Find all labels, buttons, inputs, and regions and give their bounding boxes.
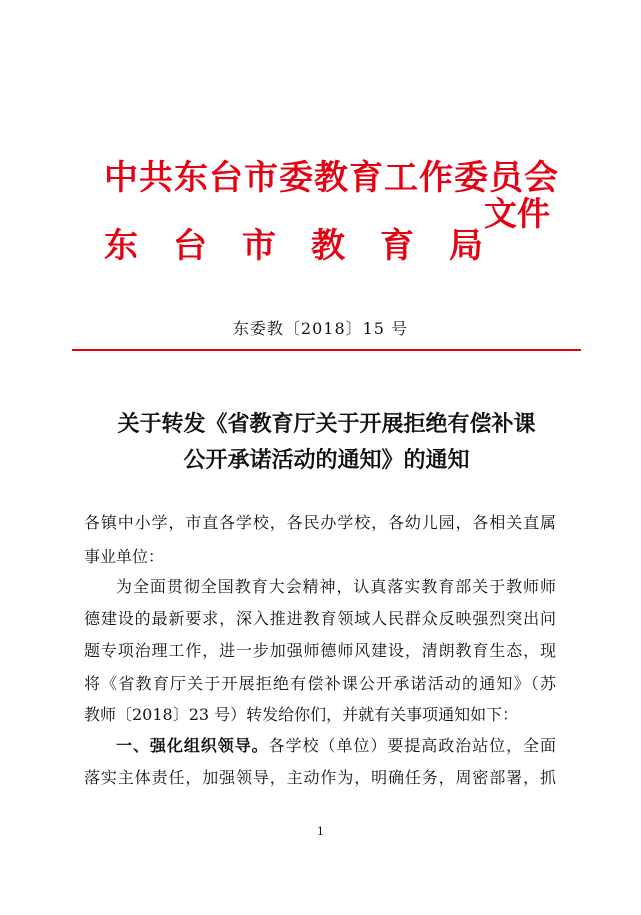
section-1-line-2: 落实主体责任，加强领导，主动作为，明确任务，周密部署，抓: [84, 768, 556, 787]
paragraph-line: 题专项治理工作，进一步加强师德师风建设，清朗教育生态，现: [84, 641, 556, 660]
red-divider: [72, 349, 581, 351]
paragraph-line: 德建设的最新要求，深入推进教育领域人民群众反映强烈突出问: [84, 609, 556, 628]
paragraph-line: 为全面贯彻全国教育大会精神，认真落实教育部关于教师师: [116, 577, 556, 596]
section-1-text: 各学校（单位）要提高政治站位，全面: [268, 736, 556, 755]
page-number: 1: [317, 825, 324, 838]
issuer-name-party-committee: 中共东台市委教育工作委员会: [104, 158, 559, 198]
addressee-line-2: 事业单位：: [84, 547, 165, 566]
document-number: 东委教〔2018〕15 号: [232, 319, 409, 338]
document-title-line-1: 关于转发《省教育厅关于开展拒绝有偿补课: [117, 411, 536, 437]
issuer-name-education-bureau: 东台市教育局: [104, 226, 518, 266]
paragraph-line: 教师〔2018〕23 号）转发给你们，并就有关事项通知如下：: [84, 705, 519, 724]
addressee-line-1: 各镇中小学，市直各学校，各民办学校，各幼儿园，各相关直属: [84, 513, 556, 532]
document-title-line-2: 公开承诺活动的通知》的通知: [183, 447, 470, 473]
paragraph-line: 将《省教育厅关于开展拒绝有偿补课公开承诺活动的通知》（苏: [84, 674, 556, 693]
section-1-heading: 一、强化组织领导。: [116, 736, 269, 755]
document-type-label: 文件: [484, 194, 550, 233]
section-1-line-1: [116, 733, 556, 756]
